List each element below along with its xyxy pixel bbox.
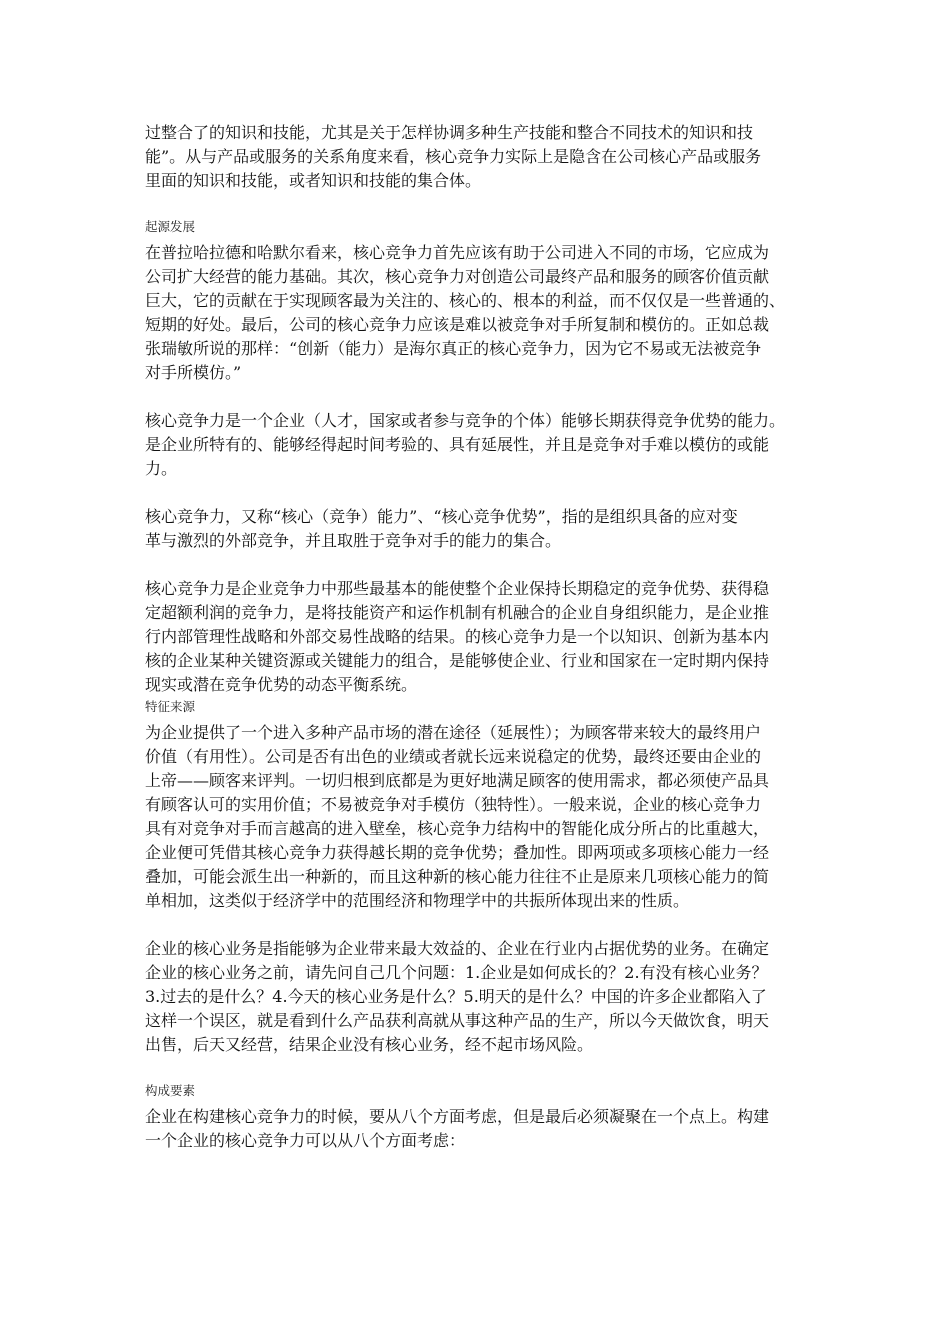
text-line: 是企业所特有的、能够经得起时间考验的、具有延展性，并且是竞争对手难以模仿的或能 xyxy=(145,435,770,454)
text-line: 能”。从与产品或服务的关系角度来看，核心竞争力实际上是隐含在公司核心产品或服务 xyxy=(145,147,762,166)
section-heading-origin: 起源发展 xyxy=(145,219,196,234)
text-line: 出售，后天又经营，结果企业没有核心业务，经不起市场风险。 xyxy=(145,1035,594,1054)
text-line: 为企业提供了一个进入多种产品市场的潜在途径（延展性）；为顾客带来较大的最终用户 xyxy=(145,723,762,742)
text-line: 单相加，这类似于经济学中的范围经济和物理学中的共振所体现出来的性质。 xyxy=(145,891,690,910)
text-line: 企业便可凭借其核心竞争力获得越长期的竞争优势；叠加性。即两项或多项核心能力一经 xyxy=(145,843,770,862)
paragraph-definition-2 xyxy=(145,505,810,553)
text-line: 行内部管理性战略和外部交易性战略的结果。的核心竞争力是一个以知识、创新为基本内 xyxy=(145,627,770,646)
text-line: 企业的核心业务是指能够为企业带来最大效益的、企业在行业内占据优势的业务。在确定 xyxy=(145,939,770,958)
section-heading-features: 特征来源 xyxy=(145,699,196,714)
text-line: 有顾客认可的实用价值；不易被竞争对手模仿（独特性）。一般来说，企业的核心竞争力 xyxy=(145,795,762,814)
text-line: 一个企业的核心竞争力可以从八个方面考虑： xyxy=(145,1131,466,1150)
paragraph-features xyxy=(145,721,810,913)
text-line: 短期的好处。最后，公司的核心竞争力应该是难以被竞争对手所复制和模仿的。正如总裁 xyxy=(145,315,770,334)
section-heading-elements: 构成要素 xyxy=(145,1083,196,1098)
text-line: 力。 xyxy=(145,459,178,478)
text-line: 巨大，它的贡献在于实现顾客最为关注的、核心的、根本的利益，而不仅仅是一些普通的、 xyxy=(145,291,786,310)
text-line: 里面的知识和技能，或者知识和技能的集合体。 xyxy=(145,171,482,190)
text-line: 现实或潜在竞争优势的动态平衡系统。 xyxy=(145,675,418,694)
paragraph-definition-3 xyxy=(145,577,810,697)
text-line: 在普拉哈拉德和哈默尔看来，核心竞争力首先应该有助于公司进入不同的市场，它应成为 xyxy=(145,243,770,262)
text-line: 这样一个误区，就是看到什么产品获利高就从事这种产品的生产，所以今天做饮食，明天 xyxy=(145,1011,770,1030)
paragraph-elements xyxy=(145,1105,810,1153)
paragraph-definition-1 xyxy=(145,409,810,481)
paragraph-origin xyxy=(145,241,810,385)
text-line: 核心竞争力，又称“核心（竞争）能力”、“核心竞争优势”，指的是组织具备的应对变 xyxy=(145,507,738,526)
text-line: 张瑞敏所说的那样：“创新（能力）是海尔真正的核心竞争力，因为它不易或无法被竞争 xyxy=(145,339,762,358)
text-line: 核心竞争力是一个企业（人才，国家或者参与竞争的个体）能够长期获得竞争优势的能力。 xyxy=(145,411,786,430)
text-line: 革与激烈的外部竞争，并且取胜于竞争对手的能力的集合。 xyxy=(145,531,562,550)
document-body xyxy=(145,121,810,1153)
text-line: 3.过去的是什么？4.今天的核心业务是什么？5.明天的是什么？中国的许多企业都陷入了 xyxy=(145,987,767,1006)
text-line: 企业在构建核心竞争力的时候，要从八个方面考虑，但是最后必须凝聚在一个点上。构建 xyxy=(145,1107,770,1126)
text-line: 价值（有用性）。公司是否有出色的业绩或者就长远来说稳定的优势，最终还要由企业的 xyxy=(145,747,762,766)
text-line: 公司扩大经营的能力基础。其次，核心竞争力对创造公司最终产品和服务的顾客价值贡献 xyxy=(145,267,770,286)
text-line: 叠加，可能会派生出一种新的，而且这种新的核心能力往往不止是原来几项核心能力的简 xyxy=(145,867,770,886)
text-line: 对手所模仿。” xyxy=(145,363,242,382)
text-line: 过整合了的知识和技能，尤其是关于怎样协调多种生产技能和整合不同技术的知识和技 xyxy=(145,123,754,142)
text-line: 企业的核心业务之前，请先问自己几个问题：1.企业是如何成长的？2.有没有核心业务？ xyxy=(145,963,768,982)
text-line: 核的企业某种关键资源或关键能力的组合，是能够使企业、行业和国家在一定时期内保持 xyxy=(145,651,770,670)
paragraph-core-business xyxy=(145,937,810,1057)
text-line: 核心竞争力是企业竞争力中那些最基本的能使整个企业保持长期稳定的竞争优势、获得稳 xyxy=(145,579,770,598)
text-line: 定超额利润的竞争力，是将技能资产和运作机制有机融合的企业自身组织能力，是企业推 xyxy=(145,603,770,622)
text-line: 具有对竞争对手而言越高的进入壁垒，核心竞争力结构中的智能化成分所占的比重越大， xyxy=(145,819,770,838)
paragraph-intro-continued xyxy=(145,121,810,193)
text-line: 上帝——顾客来评判。一切归根到底都是为更好地满足顾客的使用需求，都必须使产品具 xyxy=(145,771,770,790)
